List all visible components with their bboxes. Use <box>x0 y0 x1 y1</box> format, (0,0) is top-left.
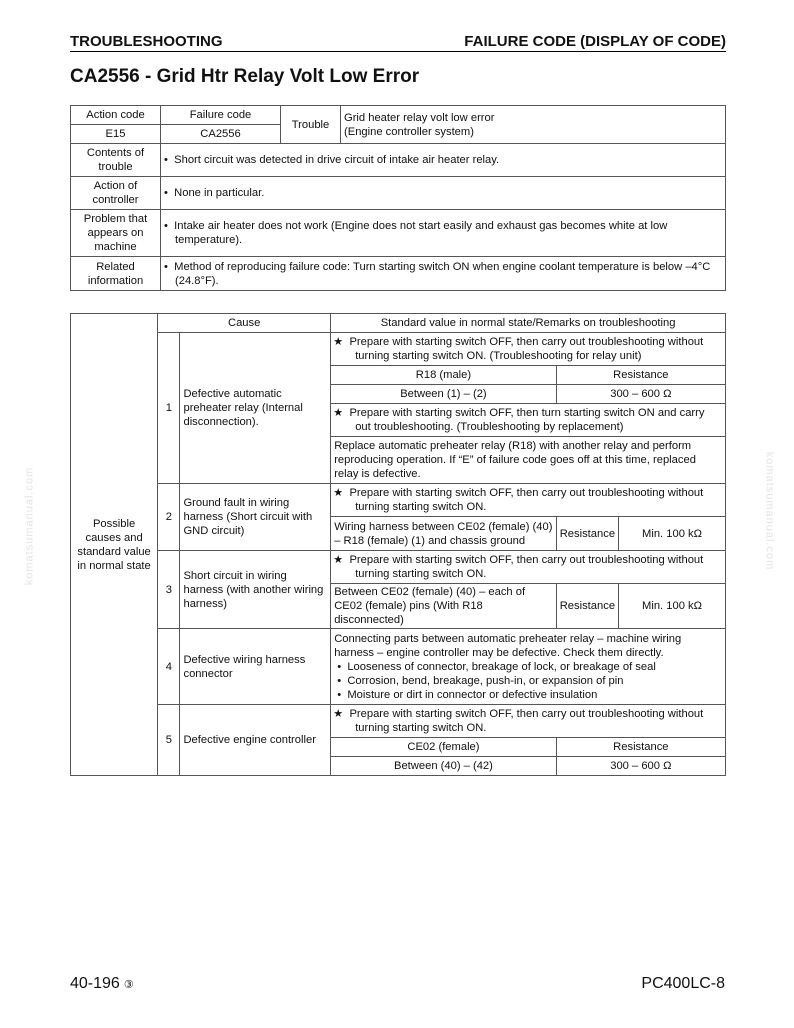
remark <box>331 705 726 738</box>
row-text <box>161 257 726 291</box>
star-icon: ★ <box>333 336 344 348</box>
bullet: • <box>164 260 168 273</box>
row-label: Related information <box>71 257 161 291</box>
cause-number: 4 <box>158 629 180 705</box>
list-item-text: Looseness of connector, breakage of lock, or breakage of seal <box>347 660 656 673</box>
cause-name: Defective wiring harness connector <box>180 629 331 705</box>
cause-number: 2 <box>158 484 180 551</box>
list-item-text: Moisture or dirt in connector or defective insulation <box>347 688 598 701</box>
remark <box>331 333 726 366</box>
list-item <box>334 688 722 702</box>
row-label: Contents of trouble <box>71 144 161 177</box>
cause-name: Defective automatic preheater relay (Internal disconnection). <box>180 333 331 484</box>
star-icon: ★ <box>333 708 344 720</box>
star-icon: ★ <box>333 554 344 566</box>
connector-col: R18 (male) <box>331 366 557 385</box>
row-text <box>161 144 726 177</box>
bullet: • <box>164 220 168 232</box>
trouble-text-line-1: Grid heater relay volt low error <box>344 111 495 124</box>
row-text-content: Short circuit was detected in drive circuit of intake air heater relay. <box>174 154 500 166</box>
watermark-left: komatsumanual.com <box>23 466 36 586</box>
failure-info-table <box>70 105 726 291</box>
star-icon: ★ <box>333 407 344 419</box>
resistance-col: Resistance <box>556 366 725 385</box>
remark-text: Prepare with starting switch OFF, then carry out troubleshooting without turning starting switch ON. <box>349 554 704 580</box>
remark <box>331 551 726 584</box>
row-label: Action of controller <box>71 177 161 210</box>
row-text-content: Intake air heater does not work (Engine does not start easily and exhaust gas becomes white at low temperature). <box>174 220 668 246</box>
remark-text: Prepare with starting switch OFF, then carry out troubleshooting without turning starting switch ON. (Troubleshooting for relay unit) <box>349 336 704 362</box>
remark <box>331 484 726 517</box>
measurement: Between CE02 (female) (40) – each of CE02 (female) pins (With R18 disconnected) <box>331 584 557 629</box>
action-code-label: Action code <box>71 106 161 125</box>
model-name: PC400LC-8 <box>641 975 725 992</box>
remark <box>331 629 726 705</box>
cause-number: 1 <box>158 333 180 484</box>
row-text-content: Method of reproducing failure code: Turn starting switch ON when engine coolant temperature is below –4°C (24.8°F). <box>174 260 711 287</box>
row-label: Problem that appears on machine <box>71 210 161 257</box>
watermark-right: komatsumanual.com <box>763 451 776 571</box>
revision-mark: ③ <box>123 979 134 991</box>
remark-text: Prepare with starting switch OFF, then carry out troubleshooting without turning starting switch ON. <box>349 708 704 734</box>
bullet: • <box>337 674 342 687</box>
row-text <box>161 210 726 257</box>
failure-code-value: CA2556 <box>161 125 281 144</box>
cause-number: 3 <box>158 551 180 629</box>
resistance-value: 300 – 600 Ω <box>556 385 725 404</box>
measurement-item: Resistance <box>556 517 618 551</box>
pin-pair: Between (1) – (2) <box>331 385 557 404</box>
row-text-content: None in particular. <box>174 187 265 199</box>
resistance-value: 300 – 600 Ω <box>556 757 725 776</box>
cause-header: Cause <box>158 314 331 333</box>
bullet: • <box>337 688 342 701</box>
standard-header: Standard value in normal state/Remarks on troubleshooting <box>331 314 726 333</box>
side-label: Possible causes and standard value in normal state <box>71 314 158 776</box>
page-number <box>70 975 134 993</box>
resistance-col: Resistance <box>556 738 725 757</box>
measurement-value: Min. 100 kΩ <box>619 517 726 551</box>
remark-text: Connecting parts between automatic preheater relay – machine wiring harness – engine controller may be defective. Check them directly. <box>334 632 682 659</box>
trouble-text <box>341 106 726 144</box>
list-item <box>334 674 722 688</box>
remark-text: Prepare with starting switch OFF, then turn starting switch ON and carry out troubleshooting. (Troubleshooting by replacement) <box>349 407 705 433</box>
list-item <box>334 660 722 674</box>
section-subtitle: FAILURE CODE (DISPLAY OF CODE) <box>464 33 726 50</box>
measurement-item: Resistance <box>556 584 618 629</box>
connector-col: CE02 (female) <box>331 738 557 757</box>
causes-table <box>70 313 726 776</box>
trouble-text-line-2: (Engine controller system) <box>344 125 474 138</box>
remark <box>331 404 726 437</box>
star-icon: ★ <box>333 487 344 499</box>
check-list <box>334 660 722 702</box>
failure-code-label: Failure code <box>161 106 281 125</box>
pin-pair: Between (40) – (42) <box>331 757 557 776</box>
remark-text: Prepare with starting switch OFF, then carry out troubleshooting without turning starting switch ON. <box>349 487 704 513</box>
measurement: Wiring harness between CE02 (female) (40) – R18 (female) (1) and chassis ground <box>331 517 557 551</box>
page-header <box>70 33 726 52</box>
page-title: CA2556 - Grid Htr Relay Volt Low Error <box>70 66 420 87</box>
measurement-value: Min. 100 kΩ <box>619 584 726 629</box>
row-text <box>161 177 726 210</box>
bullet: • <box>337 660 342 673</box>
trouble-label: Trouble <box>281 106 341 144</box>
cause-number: 5 <box>158 705 180 776</box>
remark: Replace automatic preheater relay (R18) with another relay and perform reproducing operation. If “E” of failure code goes off at this time, replaced relay is defective. <box>331 437 726 484</box>
page-number-text: 40-196 <box>70 975 120 992</box>
section-title: TROUBLESHOOTING <box>70 33 223 50</box>
list-item-text: Corrosion, bend, breakage, push-in, or expansion of pin <box>347 674 624 687</box>
cause-name: Defective engine controller <box>180 705 331 776</box>
bullet: • <box>164 154 168 166</box>
cause-name: Short circuit in wiring harness (with another wiring harness) <box>180 551 331 629</box>
bullet: • <box>164 187 168 199</box>
cause-name: Ground fault in wiring harness (Short circuit with GND circuit) <box>180 484 331 551</box>
action-code-value: E15 <box>71 125 161 144</box>
